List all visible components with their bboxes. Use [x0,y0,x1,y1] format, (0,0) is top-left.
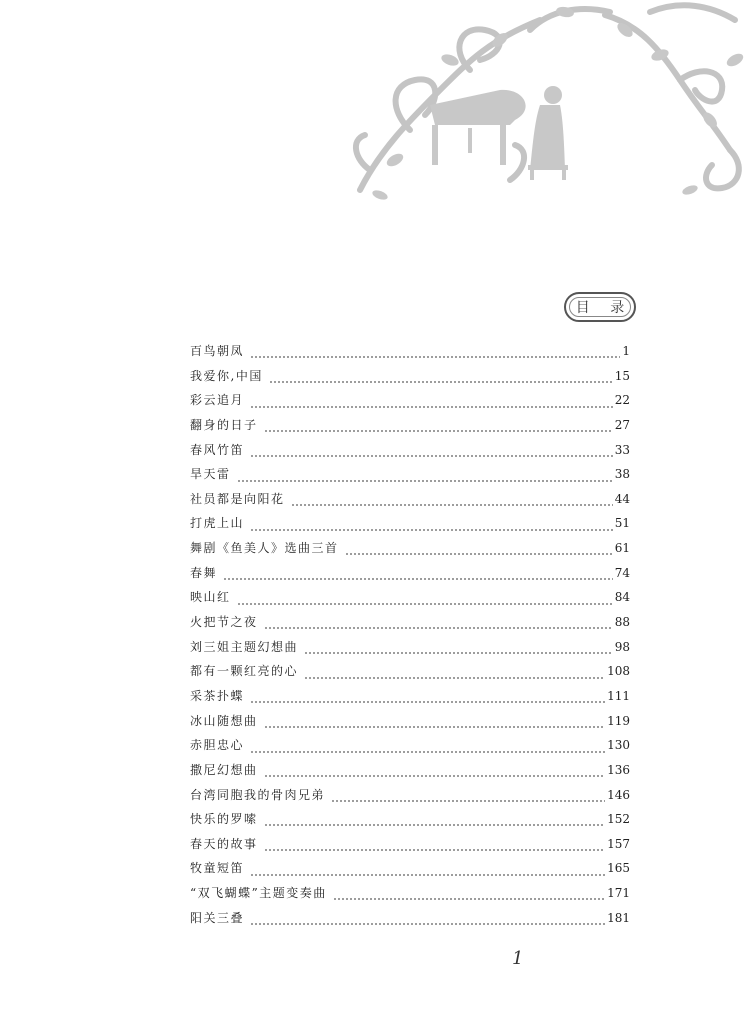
toc-entry-page: 61 [614,541,630,556]
dot-leader [250,751,605,753]
toc-entry-title: 社员都是向阳花 [190,491,285,506]
dot-leader [333,898,605,900]
toc-entry-title: 采茶扑蝶 [190,688,245,703]
toc-entry[interactable] [190,761,630,786]
dot-leader [250,701,605,703]
dot-leader [237,480,613,482]
toc-entry-page: 74 [614,565,630,580]
toc-entry[interactable] [190,342,630,367]
dot-leader [223,578,613,580]
dot-leader [264,849,606,851]
toc-entry-title: “双飞蝴蝶”主题变奏曲 [190,886,327,901]
toc-entry[interactable] [190,859,630,884]
toc-entry-page: 88 [614,615,630,630]
toc-heading: 目 录 [575,300,633,316]
dot-leader [304,677,605,679]
toc-entry-title: 阳关三叠 [190,910,245,925]
dot-leader [264,775,606,777]
toc-entry-page: 108 [607,664,630,679]
toc-entry-title: 都有一颗红亮的心 [190,664,299,679]
toc-entry[interactable] [190,638,630,663]
toc-entry[interactable] [190,662,630,687]
toc-entry[interactable] [190,539,630,564]
toc-entry-page: 51 [614,516,630,531]
toc-entry-page: 84 [614,590,630,605]
toc-entry[interactable] [190,465,630,490]
toc-entry-page: 44 [614,491,630,506]
toc-entry[interactable] [190,490,630,515]
toc-entry-page: 152 [607,812,630,827]
dot-leader [269,381,613,383]
dot-leader [264,824,606,826]
toc-entry-page: 111 [607,688,630,703]
toc-entry-title: 快乐的罗嗦 [190,812,258,827]
dot-leader [237,603,613,605]
toc-entry-title: 冰山随想曲 [190,713,258,728]
toc-entry[interactable] [190,810,630,835]
dot-leader [345,553,613,555]
dot-leader [250,406,613,408]
toc-entry-title: 我爱你,中国 [190,368,263,383]
toc-entry-page: 15 [614,368,630,383]
page-number: 1 [512,948,524,969]
dot-leader [291,504,613,506]
toc-entry-page: 33 [614,442,630,457]
dot-leader [250,923,605,925]
toc-entry-page: 22 [614,393,630,408]
toc-entry[interactable] [190,514,630,539]
dot-leader [250,356,620,358]
toc-entry[interactable] [190,416,630,441]
toc-entry[interactable] [190,367,630,392]
toc-entry-page: 165 [607,861,630,876]
toc-entry[interactable] [190,786,630,811]
toc-entry-title: 映山红 [190,590,231,605]
toc-entry-page: 181 [607,910,630,925]
toc-entry-page: 27 [614,417,630,432]
toc-entry-page: 157 [607,836,630,851]
dot-leader [250,529,613,531]
toc-entry[interactable] [190,736,630,761]
toc-entry-page: 136 [607,762,630,777]
toc-entry-page: 98 [614,639,630,654]
dot-leader [264,430,613,432]
toc-entry[interactable] [190,835,630,860]
dot-leader [264,726,606,728]
toc-entry-title: 百鸟朝凤 [190,344,245,358]
toc-heading-badge [564,292,636,322]
toc-entry[interactable] [190,909,630,934]
toc-entry-title: 撒尼幻想曲 [190,762,258,777]
toc-entry[interactable] [190,687,630,712]
toc-entry-title: 火把节之夜 [190,615,258,630]
toc-entry[interactable] [190,564,630,589]
toc-entry[interactable] [190,884,630,909]
toc-entry-page: 130 [607,738,630,753]
toc-entry-title: 春天的故事 [190,836,258,851]
toc-entry[interactable] [190,588,630,613]
toc-entry-page: 38 [614,467,630,482]
toc-entry-title: 舞剧《鱼美人》选曲三首 [190,541,339,556]
toc-entry[interactable] [190,441,630,466]
toc-entry[interactable] [190,391,630,416]
toc-entry-title: 牧童短笛 [190,861,245,876]
table-of-contents [190,342,630,933]
dot-leader [331,800,605,802]
toc-entry-page: 1 [622,344,630,358]
dot-leader [250,455,613,457]
toc-entry-page: 146 [607,787,630,802]
toc-entry-page: 119 [607,713,630,728]
toc-entry-title: 春舞 [190,565,218,580]
toc-entry[interactable] [190,613,630,638]
dot-leader [250,874,605,876]
toc-entry-title: 赤胆忠心 [190,738,245,753]
dot-leader [304,652,613,654]
toc-entry-page: 171 [607,886,630,901]
toc-entry-title: 旱天雷 [190,467,231,482]
toc-entry-title: 翻身的日子 [190,417,258,432]
toc-entry-title: 刘三姐主题幻想曲 [190,639,299,654]
dot-leader [264,627,613,629]
toc-entry-title: 台湾同胞我的骨肉兄弟 [190,787,326,802]
piano-vine-illustration [350,0,750,215]
toc-entry-title: 彩云追月 [190,393,245,408]
toc-entry-title: 春风竹笛 [190,442,245,457]
toc-entry-title: 打虎上山 [190,516,245,531]
toc-entry[interactable] [190,712,630,737]
